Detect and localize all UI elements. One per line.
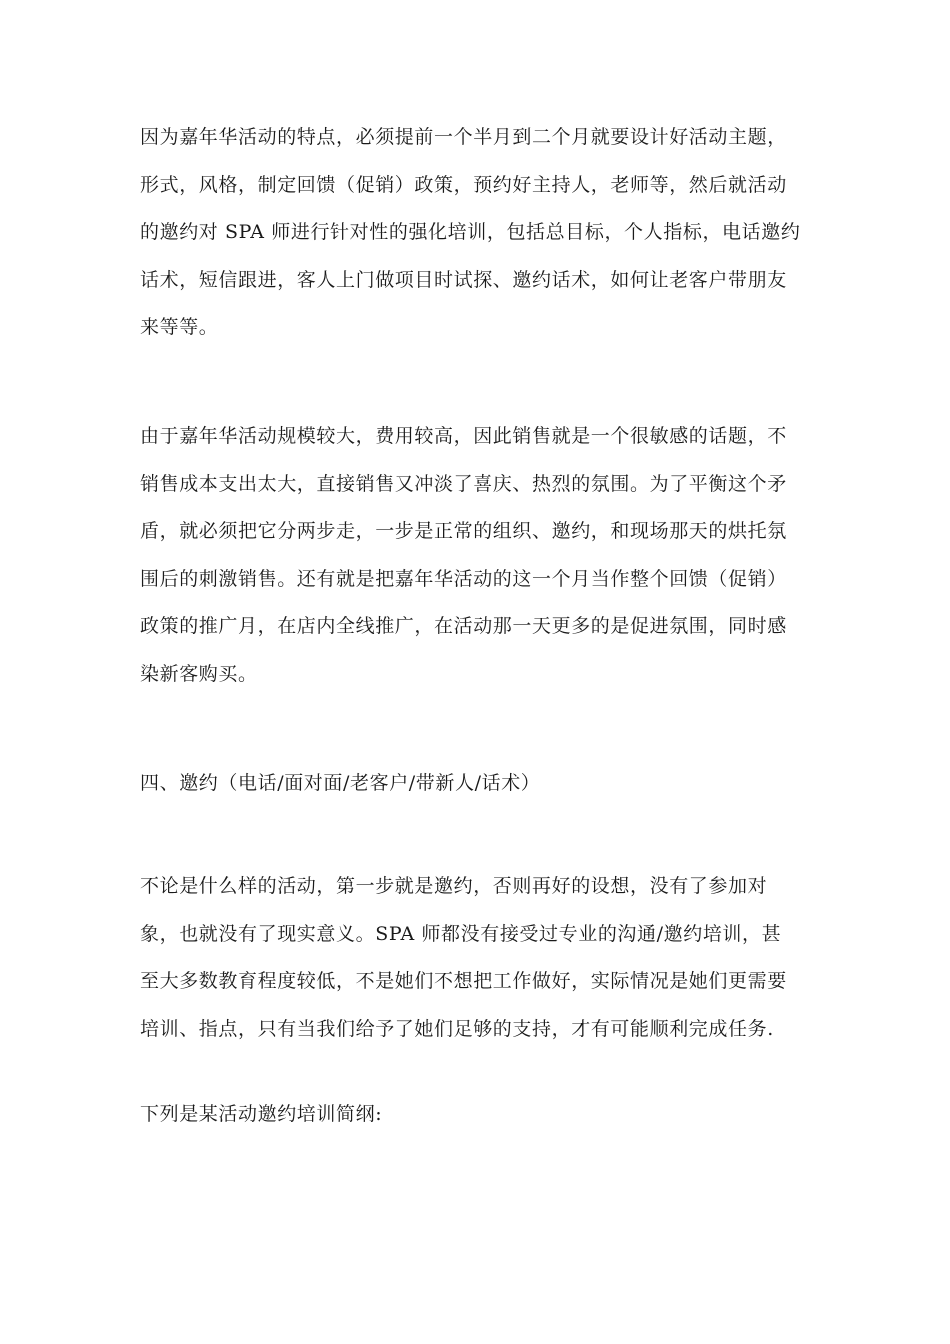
paragraph-invitation-importance	[140, 863, 820, 1053]
text-line: 销售成本支出太大，直接销售又冲淡了喜庆、热烈的氛围。为了平衡这个矛	[140, 472, 787, 495]
section-heading-invitation	[140, 760, 820, 808]
text-line: 话术，短信跟进，客人上门做项目时试探、邀约话术，如何让老客户带朋友	[140, 268, 787, 291]
text-line: 形式，风格，制定回馈（促销）政策，预约好主持人，老师等，然后就活动	[140, 173, 787, 196]
text-line: 的邀约对 SPA 师进行针对性的强化培训，包括总目标，个人指标，电话邀约	[140, 221, 801, 243]
text-line: 培训、指点，只有当我们给予了她们足够的支持，才有可能顺利完成任务.	[140, 1017, 774, 1040]
text-line: 来等等。	[140, 316, 219, 338]
text-line: 至大多数教育程度较低，不是她们不想把工作做好，实际情况是她们更需要	[140, 970, 787, 992]
text-line: 不论是什么样的活动，第一步就是邀约，否则再好的设想，没有了参加对	[140, 875, 768, 897]
text-line: 象，也就没有了现实意义。SPA 师都没有接受过专业的沟通/邀约培训，甚	[140, 922, 782, 945]
section-heading: 四、邀约（电话/面对面/老客户/带新人/话术）	[140, 772, 541, 794]
paragraph-training-outline-intro	[140, 1091, 820, 1139]
text-line: 盾，就必须把它分两步走，一步是正常的组织、邀约，和现场那天的烘托氛	[140, 520, 787, 542]
paragraph-event-preparation	[140, 114, 820, 352]
text-line: 围后的刺激销售。还有就是把嘉年华活动的这一个月当作整个回馈（促销）	[140, 567, 787, 590]
text-line: 因为嘉年华活动的特点，必须提前一个半月到二个月就要设计好活动主题，	[140, 126, 787, 148]
paragraph-sales-strategy	[140, 413, 820, 698]
text-line: 下列是某活动邀约培训简纲:	[140, 1103, 383, 1125]
text-line: 由于嘉年华活动规模较大，费用较高，因此销售就是一个很敏感的话题，不	[140, 425, 787, 447]
text-line: 政策的推广月，在店内全线推广，在活动那一天更多的是促进氛围，同时感	[140, 615, 787, 637]
text-line: 染新客购买。	[140, 662, 258, 685]
